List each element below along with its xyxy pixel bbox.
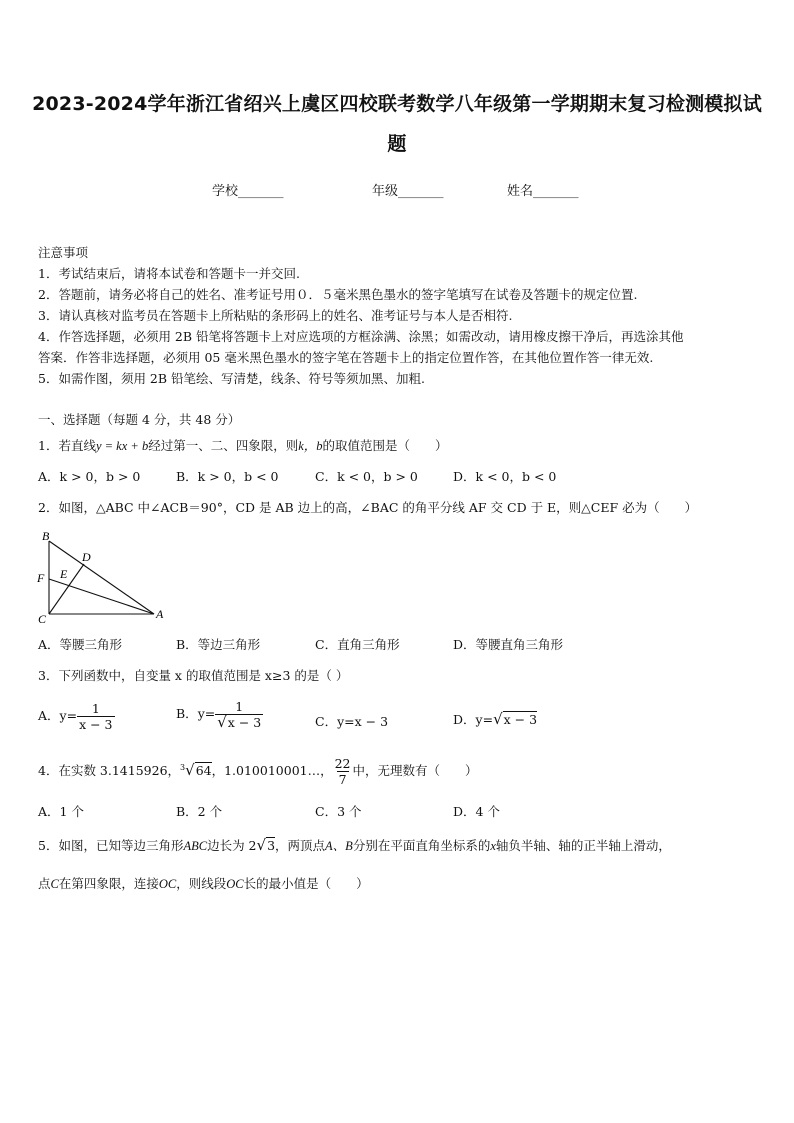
q5-mid: 边长为 2 (207, 838, 257, 853)
grade-field: 年级_______ (372, 184, 444, 199)
q5-tri: ABC (183, 839, 208, 853)
q3-b-radicand: x − 3 (227, 715, 262, 730)
q1-option-c[interactable]: C．k < 0，b > 0 (315, 469, 418, 484)
q4-cbrt-radicand: 64 (195, 763, 212, 778)
q5-post: 分别在平面直角坐标系的 (352, 838, 491, 853)
q3-b-numerator: 1 (235, 699, 244, 714)
q5-ab: A、B (325, 839, 353, 853)
q3-option-b[interactable] (176, 699, 263, 730)
sqrt-icon: √ (256, 836, 267, 854)
q3-option-d[interactable] (453, 710, 537, 728)
notice-item: 答案．作答非选择题，必须用 05 毫米黑色墨水的签字笔在答题卡上的指定位置作答，在其他位置作答一律无效. (38, 350, 654, 365)
notice-item: 2．答题前，请务必将自己的姓名、准考证号用０．５毫米黑色墨水的签字笔填写在试卷及答题卡的规定位置. (38, 287, 638, 302)
q3-a-lhs: y= (59, 708, 78, 723)
q4-option-b[interactable]: B．2 个 (176, 804, 223, 819)
q5-radicand: 3 (267, 838, 276, 853)
notice-item: 1．考试结束后，请将本试卷和答题卡一并交回. (38, 266, 300, 281)
notice-item: 4．作答选择题，必须用 2B 铅笔将答题卡上对应选项的方框涂满、涂黑；如需改动，请用橡皮擦干净后，再选涂其他 (38, 329, 684, 344)
q4-pre: 4．在实数 3.1415926， (38, 763, 181, 778)
sqrt-icon: √ (217, 713, 227, 731)
q2-option-a[interactable]: A．等腰三角形 (38, 637, 123, 652)
q4-mid: ，1.010010001…， (211, 763, 333, 778)
q2-option-c[interactable]: C．直角三角形 (315, 637, 400, 652)
school-field: 学校_______ (212, 184, 284, 199)
question-3: 3．下列函数中，自变量 x 的取值范围是 x≥3 的是（ ） (38, 668, 349, 683)
q4-option-c[interactable]: C．3 个 (315, 804, 362, 819)
q3-d-radicand: x − 3 (503, 712, 538, 727)
label-B: B (42, 529, 50, 543)
notice-item: 3．请认真核对监考员在答题卡上所粘贴的条形码上的姓名、准考证号与本人是否相符. (38, 308, 513, 323)
question-4 (38, 756, 478, 787)
q3-b-label: B． (176, 706, 198, 721)
q3-option-a[interactable] (38, 701, 115, 732)
q1-option-d[interactable]: D．k < 0，b < 0 (453, 469, 557, 484)
q4-option-d[interactable]: D．4 个 (453, 804, 500, 819)
q4-frac-den: 7 (338, 772, 347, 787)
q2-option-b[interactable]: B．等边三角形 (176, 637, 261, 652)
label-A: A (156, 607, 164, 621)
notice-item: 5．如需作图，须用 2B 铅笔绘、写清楚，线条、符号等须加黑、加粗. (38, 371, 426, 386)
q3-b-denominator-wrap (215, 714, 263, 730)
q5-l2-pre: 点 (38, 876, 51, 891)
q5-oc1: OC (158, 877, 177, 891)
q3-option-c[interactable]: C．y=x − 3 (315, 714, 389, 729)
q3-b-lhs: y= (197, 706, 216, 721)
q3-a-numerator: 1 (91, 701, 100, 716)
q5-pre: 5．如图，已知等边三角形 (38, 838, 184, 853)
q3-d-label: D． (453, 712, 476, 727)
q1-pre: 1．若直线 (38, 438, 96, 453)
q1-post: 的取值范围是（ ） (322, 438, 448, 453)
q4-cbrt-index: 3 (180, 762, 186, 772)
q4-frac-num: 22 (334, 756, 351, 771)
label-C: C (38, 612, 47, 624)
q1-formula: y = kx + b (95, 439, 149, 453)
q5-x: x (490, 839, 496, 853)
q1-mid: 经过第一、二、四象限，则 (148, 438, 299, 453)
q4-option-a[interactable]: A．1 个 (38, 804, 84, 819)
q3-d-lhs: y= (475, 712, 494, 727)
q3-a-denominator: x − 3 (79, 717, 113, 732)
exam-title-line1: 2023-2024学年浙江省绍兴上虞区四校联考数学八年级第一学期期末复习检测模拟试 (32, 93, 762, 115)
q3-a-label: A． (38, 708, 60, 723)
q5-oc2: OC (226, 877, 244, 891)
q3-a-fraction (77, 701, 114, 732)
label-F: F (37, 571, 45, 585)
sqrt-icon: √ (493, 710, 503, 728)
label-D: D (82, 550, 91, 564)
q4-fraction (333, 756, 353, 787)
q1-vars: k，b (298, 439, 323, 453)
q5-end: 轴负半轴、轴的正半轴上滑动， (495, 838, 671, 853)
question-1 (38, 436, 448, 454)
section-heading: 一、选择题（每题 4 分，共 48 分） (38, 412, 241, 427)
q2-option-d[interactable]: D．等腰直角三角形 (453, 637, 564, 652)
exam-title-line2: 题 (387, 133, 407, 155)
q5-mid2: ，两顶点 (275, 838, 326, 853)
q5-l2-mid2: ，则线段 (176, 876, 227, 891)
q1-option-a[interactable]: A．k > 0，b > 0 (38, 469, 141, 484)
question-5-line1 (38, 836, 671, 854)
question-2: 2．如图，△ABC 中∠ACB＝90°，CD 是 AB 边上的高，∠BAC 的角平分线 AF 交 CD 于 E，则△CEF 必为（ ） (38, 500, 698, 515)
triangle-figure (36, 526, 168, 624)
q3-b-fraction (215, 699, 263, 730)
notice-heading: 注意事项 (38, 245, 89, 260)
q5-l2-post: 长的最小值是（ ） (243, 876, 369, 891)
q1-option-b[interactable]: B．k > 0，b < 0 (176, 469, 279, 484)
label-E: E (60, 567, 68, 581)
q4-post: 中，无理数有（ ） (352, 763, 478, 778)
cbrt-icon: √ (185, 761, 195, 779)
q5-c: C (50, 877, 59, 891)
question-5-line2 (38, 874, 369, 892)
name-field: 姓名_______ (507, 184, 579, 199)
q5-l2-mid: 在第四象限，连接 (58, 876, 159, 891)
